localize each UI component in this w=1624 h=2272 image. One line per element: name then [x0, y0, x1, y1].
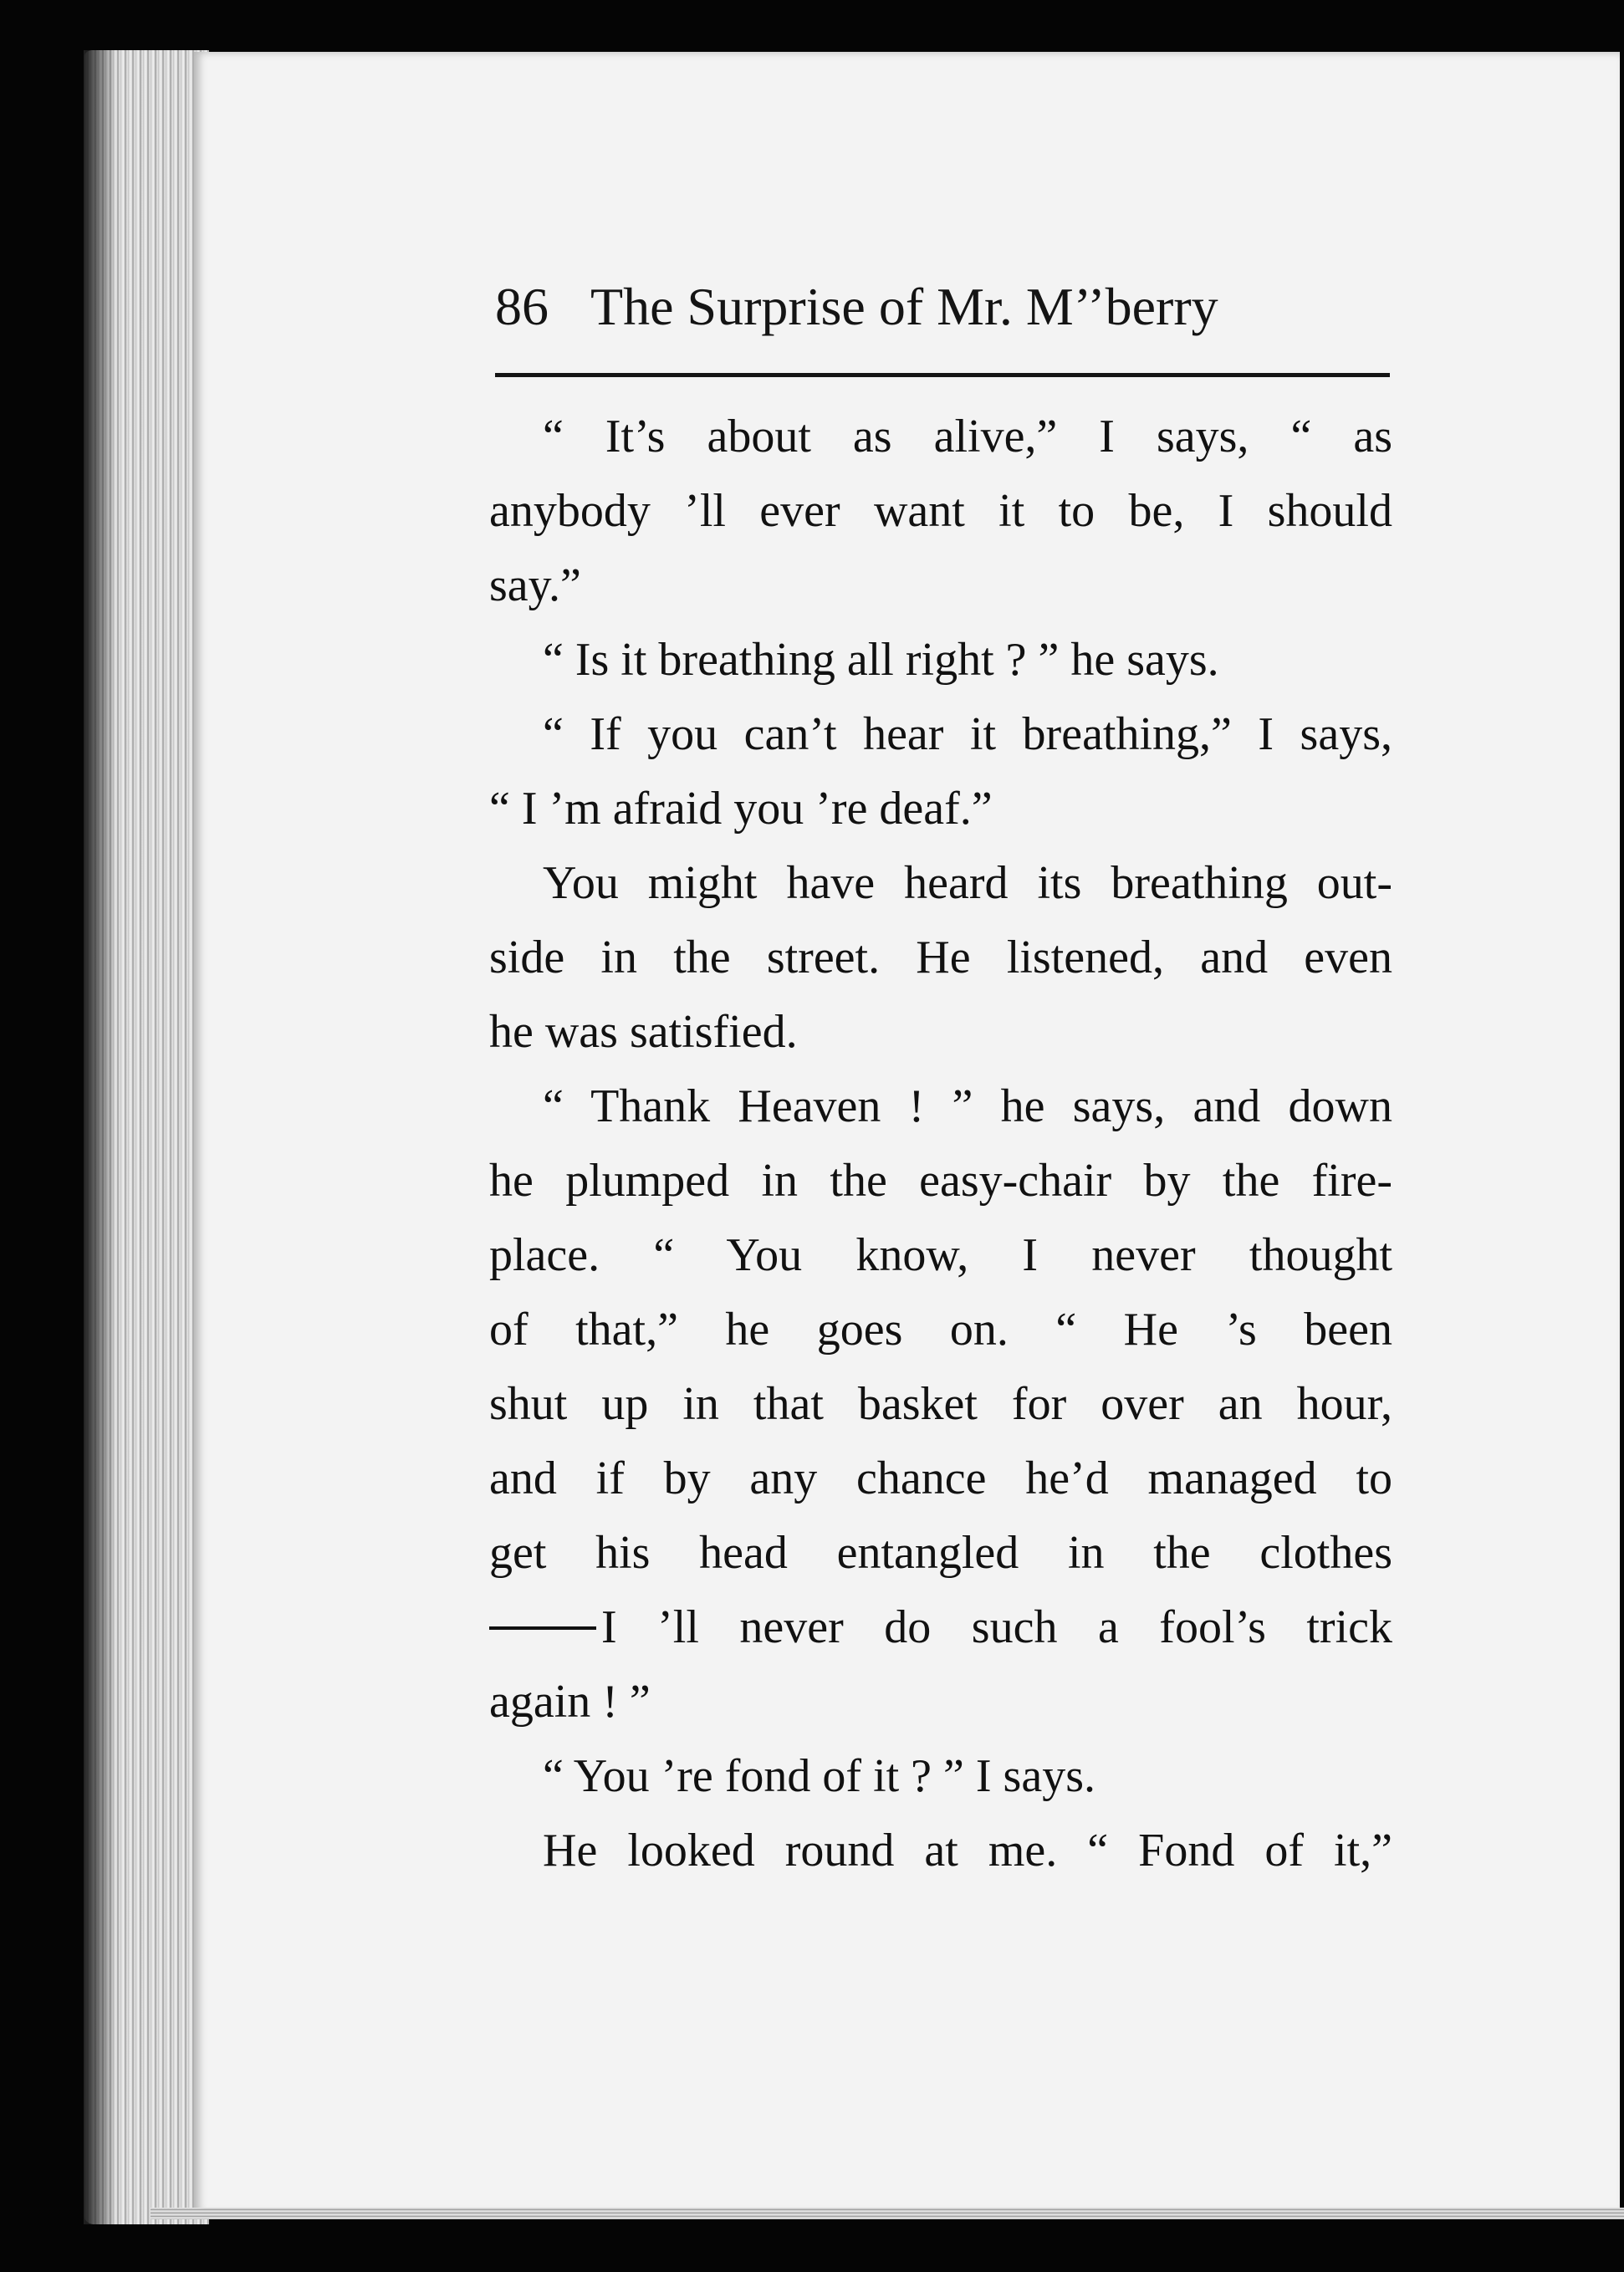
text-line: he was satisfied.: [489, 1006, 798, 1058]
text-line: shut up in that basket for over an hour,: [489, 1378, 1392, 1430]
text-line: get his head entangled in the clothes: [489, 1527, 1392, 1579]
text-line: I ’ll never do such a fool’s trick: [601, 1601, 1392, 1653]
text-line: anybody ’ll ever want it to be, I should: [489, 485, 1392, 537]
running-title: The Surprise of Mr. M’’berry: [590, 277, 1218, 336]
binding-shadow: [84, 50, 117, 2224]
em-dash-rule: [489, 1626, 596, 1630]
text-line: You might have heard its breathing out-: [543, 857, 1392, 909]
text-line: “ I ’m afraid you ’re deaf.”: [489, 783, 993, 835]
header-rule: [495, 373, 1390, 377]
text-line: side in the street. He listened, and even: [489, 932, 1392, 983]
text-line: of that,” he goes on. “ He ’s been: [489, 1304, 1392, 1356]
text-line: “ Is it breathing all right ? ” he says.: [543, 634, 1219, 686]
text-line: again ! ”: [489, 1676, 651, 1728]
text-line: say.”: [489, 559, 581, 611]
text-line-with-dash: [489, 1590, 1392, 1665]
text-line: “ It’s about as alive,” I says, “ as: [543, 411, 1392, 462]
body-text: [489, 400, 1392, 1888]
text-line: “ Thank Heaven ! ” he says, and down: [543, 1080, 1392, 1132]
text-line: “ You ’re fond of it ? ” I says.: [543, 1750, 1095, 1802]
text-line: he plumped in the easy-chair by the fire-: [489, 1155, 1392, 1207]
page-number: 86: [495, 277, 549, 336]
text-line: “ If you can’t hear it breathing,” I says,: [543, 708, 1392, 760]
book-bottom-edge: [151, 2208, 1624, 2219]
text-line: He looked round at me. “ Fond of it,”: [543, 1825, 1392, 1876]
text-line: and if by any chance he’d managed to: [489, 1453, 1392, 1504]
text-line: place. “ You know, I never thought: [489, 1229, 1392, 1281]
running-head: [495, 276, 1390, 343]
